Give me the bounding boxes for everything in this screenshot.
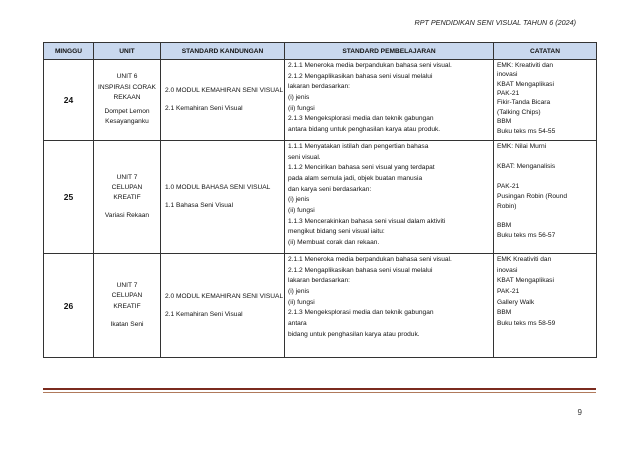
standard-kandungan-cell xyxy=(161,141,285,254)
week-number: 26 xyxy=(44,254,94,358)
standard-kandungan-cell xyxy=(161,60,285,141)
unit-label: UNIT 6 INSPIRASI CORAK REKAAN xyxy=(98,73,156,101)
catatan-cell: EMK: Kreativiti dan inovasi KBAT Mengaplikasi PAK-21 Fikir-Tanda Bicara (Talking Chips) BBM Buku teks ms 54-55 xyxy=(494,60,597,141)
module-title: 2.0 MODUL KEMAHIRAN SENI VISUAL xyxy=(165,292,284,300)
column-header-standard-pembelajaran: STANDARD PEMBELAJARAN xyxy=(285,43,494,60)
unit-topic: Dompet Lemon Kesayanganku xyxy=(104,108,150,126)
footer-divider-thin xyxy=(43,392,596,393)
standard-pembelajaran-cell: 1.1.1 Menyatakan istilah dan pengertian bahasa seni visual. 1.1.2 Mencirikan bahasa seni visual yang terdapat pada alam semula jadi, objek buatan manusia dan karya seni berdasarkan: (i) jenis (ii) fungsi 1.1.3 Mencerakinkan bahasa seni visual dalam aktiviti mengikut bidang seni visual iaitu: (ii) Membuat corak dan rekaan. xyxy=(285,141,494,254)
unit-topic: Ikatan Seni xyxy=(110,320,144,328)
table-header-row xyxy=(44,43,597,60)
table-row xyxy=(44,141,597,254)
table-row xyxy=(44,60,597,141)
unit-cell xyxy=(94,141,161,254)
standard-pembelajaran-cell: 2.1.1 Meneroka media berpandukan bahasa seni visual. 2.1.2 Mengaplikasikan bahasa seni visual melalui lakaran berdasarkan: (i) jenis (ii) fungsi 2.1.3 Mengeksplorasi media dan teknik gabungan antara bidang untuk penghasilan karya atau produk. xyxy=(285,60,494,141)
document-header: RPT PENDIDIKAN SENI VISUAL TAHUN 6 (2024) xyxy=(414,18,576,27)
module-subtitle: 2.1 Kemahiran Seni Visual xyxy=(165,310,243,318)
module-title: 2.0 MODUL KEMAHIRAN SENI VISUAL xyxy=(165,87,284,95)
rpt-table xyxy=(43,42,597,358)
week-number: 25 xyxy=(44,141,94,254)
page-number: 9 xyxy=(577,408,582,417)
week-number: 24 xyxy=(44,60,94,141)
unit-label: UNIT 7 CELUPAN KREATIF xyxy=(111,173,143,201)
standard-kandungan-cell xyxy=(161,254,285,358)
unit-label: UNIT 7 CELUPAN KREATIF xyxy=(111,282,143,310)
column-header-unit: UNIT xyxy=(94,43,161,60)
catatan-cell: EMK Kreativiti dan inovasi KBAT Mengaplikasi PAK-21 Gallery Walk BBM Buku teks ms 58-59 xyxy=(494,254,597,358)
module-subtitle: 2.1 Kemahiran Seni Visual xyxy=(165,105,243,112)
module-title: 1.0 MODUL BAHASA SENI VISUAL xyxy=(165,184,271,192)
unit-cell xyxy=(94,60,161,141)
column-header-catatan: CATATAN xyxy=(494,43,597,60)
unit-cell xyxy=(94,254,161,358)
table-row xyxy=(44,254,597,358)
module-subtitle: 1.1 Bahasa Seni Visual xyxy=(165,202,234,209)
catatan-cell: EMK: Nilai Murni KBAT: Menganalisis PAK-21 Pusingan Robin (Round Robin) BBM Buku teks ms 56-57 xyxy=(494,141,597,254)
standard-pembelajaran-cell: 2.1.1 Meneroka media berpandukan bahasa seni visual. 2.1.2 Mengaplikasikan bahasa seni visual melalui lakaran berdasarkan: (i) jenis (ii) fungsi 2.1.3 Mengeksplorasi media dan teknik gabungan antara bidang untuk penghasilan karya atau produk. xyxy=(285,254,494,358)
column-header-standard-kandungan: STANDARD KANDUNGAN xyxy=(161,43,285,60)
footer-divider xyxy=(43,388,596,390)
column-header-minggu: MINGGU xyxy=(44,43,94,60)
unit-topic: Variasi Rekaan xyxy=(104,212,150,220)
